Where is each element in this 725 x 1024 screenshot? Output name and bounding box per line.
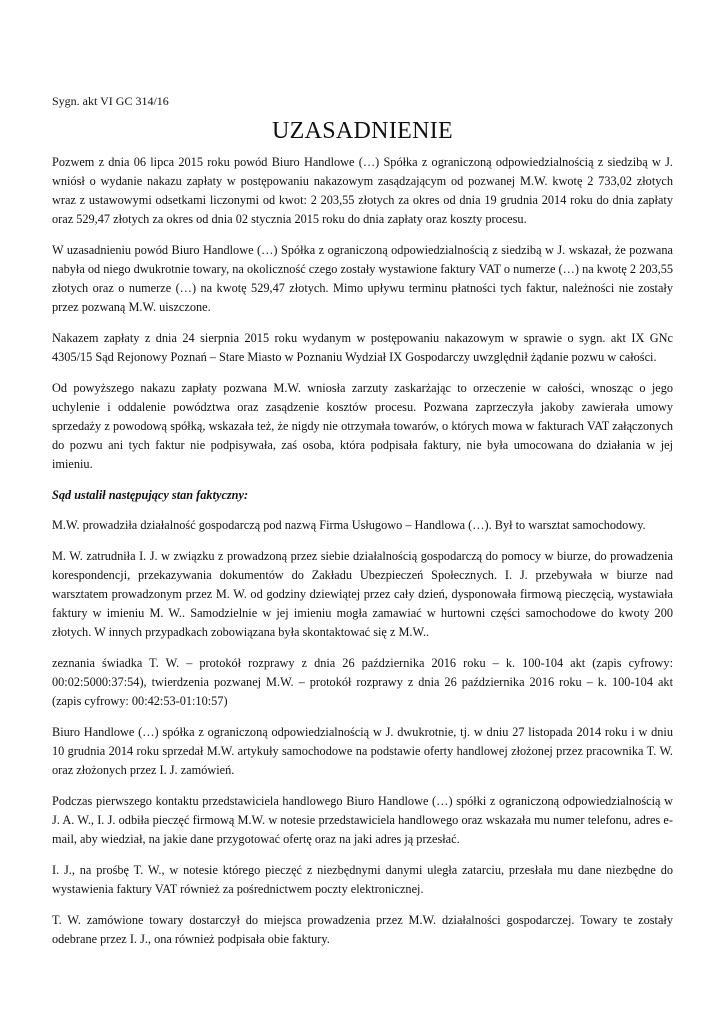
- paragraph-payment-order: Nakazem zapłaty z dnia 24 sierpnia 2015 roku wydanym w postępowaniu nakazowym w sprawie o sygn. akt IX GNc 4305/15 Sąd Rejonowy Poznań – Stare Miasto w Poznaniu Wydział IX Gospodarczy uwzględnił żądanie pozwu w całości.: [52, 331, 673, 364]
- fact-paragraph-email: I. J., na prośbę T. W., w notesie którego pieczęć z niezbędnymi danymi uległa zatarciu, przesłała mu dane niezbędne do wystawienia faktury VAT również za pośrednictwem poczty elektronicznej.: [52, 863, 673, 896]
- fact-paragraph-first-contact: Podczas pierwszego kontaktu przedstawiciela handlowego Biuro Handlowe (…) spółki z ograniczoną odpowiedzialnością w J. A. W., I. J. odbiła pieczęć firmową M.W. w notesie przedstawiciela handlowego oraz wskazała mu numer telefonu, adres e-mail, aby wiedział, na jakie dane przygotować ofertę oraz na jaki adres ją przesłać.: [52, 794, 673, 846]
- case-signature: Sygn. akt VI GC 314/16: [52, 94, 169, 108]
- fact-paragraph-employment: M. W. zatrudniła I. J. w związku z prowadzoną przez siebie działalnością gospodarczą do pomocy w biurze, do prowadzenia korespondencji, przekazywania dokumentów do Zakładu Ubezpieczeń Społecznych. I. J. przebywała w biurze nad warsztatem prowadzonym przez M. W. od godziny dziewiątej przez cały dzień, dysponowała firmową pieczęcią, wystawiała faktury w imieniu M. W.. Samodzielnie w jej imieniu mogła zamawiać w hurtowni części samochodowe do kwoty 200 złotych. W innych przypadkach zobowiązana była skontaktować się z M.W..: [52, 549, 673, 639]
- fact-paragraph-testimony: zeznania świadka T. W. – protokół rozprawy z dnia 26 października 2016 roku – k. 100-104 akt (zapis cyfrowy: 00:02:5000:37:54), twierdzenia pozwanej M.W. – protokół rozprawy z dnia 26 października 2016 roku – k. 100-104 akt (zapis cyfrowy: 00:42:53-01:10:57): [52, 656, 673, 708]
- fact-paragraph-business: M.W. prowadziła działalność gospodarczą pod nazwą Firma Usługowo – Handlowa (…). Był to warsztat samochodowy.: [52, 518, 646, 532]
- section-heading: Sąd ustalił następujący stan faktyczny:: [52, 488, 249, 502]
- fact-paragraph-delivery: T. W. zamówione towary dostarczył do miejsca prowadzenia przez M.W. działalności gospodarczej. Towary te zostały odebrane przez I. J., ona również podpisała obie faktury.: [52, 913, 673, 946]
- paragraph-objections: Od powyższego nakazu zapłaty pozwana M.W. wniosła zarzuty zaskarżając to orzeczenie w całości, wnosząc o jego uchylenie i oddalenie powództwa oraz zasądzenie kosztów procesu. Pozwana zaprzeczyła jakoby zawierała umowy sprzedaży z powodową spółką, wskazała też, że nigdy nie otrzymała towarów, o których mowa w fakturach VAT załączonych do pozwu ani tych faktur nie podpisywała, zaś osoba, która podpisała faktury, nie była umocowana do działania w jej imieniu.: [52, 381, 673, 471]
- fact-paragraph-sales: Biuro Handlowe (…) spółka z ograniczoną odpowiedzialnością w J. dwukrotnie, tj. w dniu 27 listopada 2014 roku i w dniu 10 grudnia 2014 roku sprzedał M.W. artykuły samochodowe na podstawie oferty handlowej złożonej przez pracownika T. W. oraz złożonych przez I. J. zamówień.: [52, 725, 673, 777]
- paragraph-justification: W uzasadnieniu powód Biuro Handlowe (…) Spółka z ograniczoną odpowiedzialnością z siedzibą w J. wskazał, że pozwana nabyła od niego dwukrotnie towary, na okoliczność czego zostały wystawione faktury VAT o numerze (…) na kwotę 2 203,55 złotych oraz o numerze (…) na kwotę 529,47 złotych. Mimo upływu terminu płatności tych faktur, należności nie zostały przez pozwaną M.W. uiszczone.: [52, 243, 673, 314]
- document-title: UZASADNIENIE: [272, 118, 453, 144]
- document-page: [52, 94, 673, 961]
- paragraph-lawsuit: Pozwem z dnia 06 lipca 2015 roku powód Biuro Handlowe (…) Spółka z ograniczoną odpowiedzialnością z siedzibą w J. wniósł o wydanie nakazu zapłaty w postępowaniu nakazowym zasądzającym od pozwanej M.W. kwotę 2 733,02 złotych wraz z ustawowymi odsetkami liczonymi od kwot: 2 203,55 złotych za okres od dnia 19 grudnia 2014 roku do dnia zapłaty oraz 529,47 złotych za okres od dnia 02 stycznia 2015 roku do dnia zapłaty oraz koszty procesu.: [52, 155, 673, 226]
